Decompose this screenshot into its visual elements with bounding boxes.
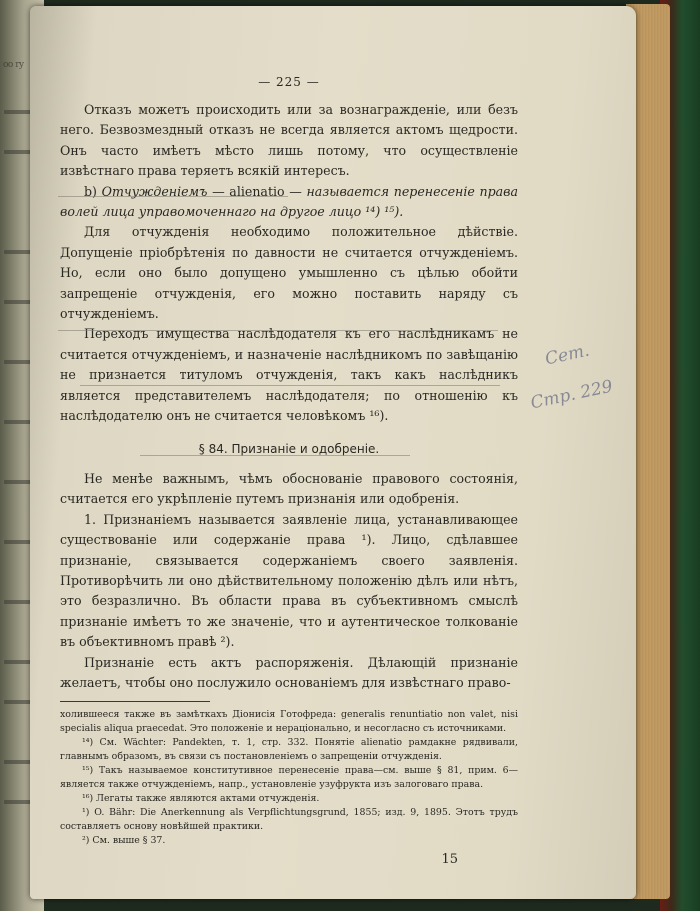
footnote: ¹⁴) См. Wächter: Pandekten, т. 1, стр. 332. Понятіе alienatio рамдакне рядвивали, главнымъ образомъ, въ связи съ постановленіемъ о запрещеніи отчужденія. [60,737,518,763]
pencil-underline [58,330,498,331]
margin-note: Сет. [543,340,592,370]
page-content [60,72,518,871]
paragraph: Отказъ можетъ происходить или за вознагражденіе, или безъ него. Безвозмездный отказъ не всегда является актомъ щедрости. Онъ часто имѣетъ мѣсто лишь потому, что осуществленіе извѣстнаго права теряетъ всякій интересъ. [60,102,518,179]
footnote: ¹⁵) Такъ называемое конститутивное перенесеніе права—см. выше § 81, прим. 6—является также отчужденіемъ, напр., установленіе узуфрукта изъ залоговаго права. [60,765,518,791]
page-number: — 225 — [258,75,320,89]
item-dash: — alienatio — [207,183,307,199]
paragraph: Признаніе есть актъ распоряженія. Дѣлающій признаніе желаетъ, чтобы оно послужило основаніемъ для извѣстнаго право- [60,654,518,690]
pencil-underline [140,455,410,456]
item-term: Отчужденіемъ [101,183,208,199]
signature-number: 15 [441,852,458,868]
paragraph: Не менѣе важнымъ, чѣмъ обоснованіе правового состоянія, считается его укрѣпленіе путемъ признанія или одобренія. [60,470,518,507]
paragraph: Переходъ имущества наслѣдодателя къ его наслѣдникамъ не считается отчужденіемъ, и назначеніе наслѣдникомъ по завѣщанію не признается титуломъ отчужденія, такъ какъ наслѣдникъ является представителемъ наслѣдодателя; по отношенію къ наслѣдодателю онъ не считается человѣкомъ ¹⁶). [60,326,518,424]
section-heading: § 84. Признаніе и одобреніе. [198,441,380,456]
paragraph: Для отчужденія необходимо положительное дѣйствіе. Допущеніе пріобрѣтенія по давности не считается отчужденіемъ. Но, если оно было допущено умышленно съ цѣлью обойти запрещеніе отчужденія, его можно поставить наряду съ отчужденіемъ. [60,224,518,322]
footnote: ¹⁶) Легаты также являются актами отчужденія. [82,793,320,805]
pencil-underline [58,196,288,197]
item-definition: называется перенесеніе права волей лица управомоченнаго на другое лицо ¹⁴) ¹⁵). [60,183,518,220]
footnote-divider [60,701,210,702]
paragraph: 1. Признаніемъ называется заявленіе лица, устанавливающее существованіе или содержаніе права ¹). Лицо, сдѣлавшее признаніе, связывается содержаніемъ своего заявленія. Противорѣчить ли оно дѣйствительному положенію дѣлъ или нѣтъ, это безразлично. Въ области права въ субъективномъ смыслѣ признаніе имѣетъ то же значеніе, что и аутентическое толкованіе въ объективномъ правѣ ²). [60,511,518,650]
left-page-text-fragment: oo ry [3,60,24,70]
item-label: b) [84,183,97,199]
pencil-underline [80,385,500,386]
footnote: холившееся также въ замѣткахъ Діонисія Готофреда: generalis renuntiatio non valet, nisi specialis aliqua praecedat. Это положеніе и нераціонально, и несогласно съ источниками. [60,709,518,735]
list-item-b [60,182,518,223]
footnote: ²) См. выше § 37. [82,835,166,847]
footnote: ¹) O. Bähr: Die Anerkennung als Verpflichtungsgrund, 1855; изд. 9, 1895. Этотъ трудъ составляетъ основу новѣйшей практики. [60,807,518,833]
margin-note: Стр. 229 [528,376,615,414]
